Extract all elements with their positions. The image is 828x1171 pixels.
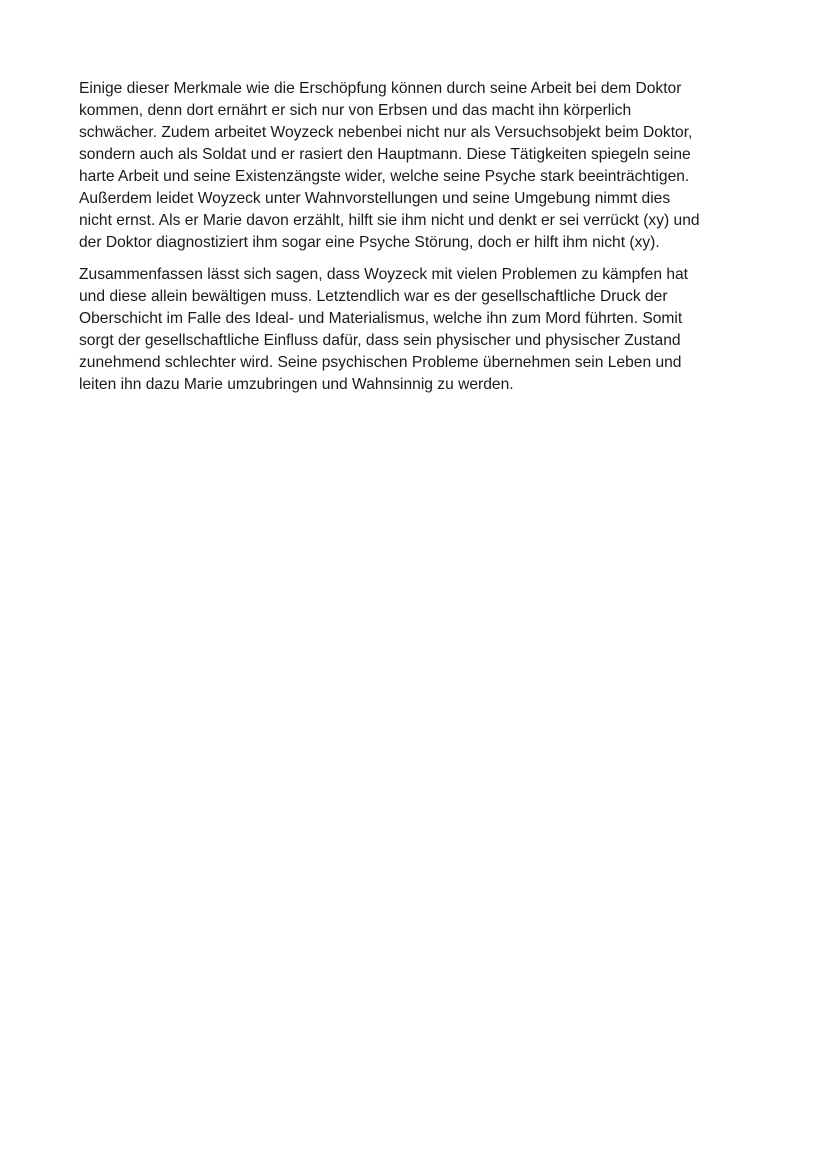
paragraph-line: sondern auch als Soldat und er rasiert den Hauptmann. Diese Tätigkeiten spiegeln seine (79, 146, 691, 163)
paragraph-line: harte Arbeit und seine Existenzängste wider, welche seine Psyche stark beeinträchtigen. (79, 168, 690, 185)
paragraph-line: nicht ernst. Als er Marie davon erzählt, hilft sie ihm nicht und denkt er sei verrückt (xy) und (79, 212, 700, 229)
paragraph-line: Oberschicht im Falle des Ideal- und Materialismus, welche ihn zum Mord führten. Somit (79, 310, 683, 327)
paragraph-conclusion (79, 264, 759, 396)
paragraph-line: Zusammenfassen lässt sich sagen, dass Woyzeck mit vielen Problemen zu kämpfen hat (79, 266, 689, 283)
paragraph-line: schwächer. Zudem arbeitet Woyzeck nebenbei nicht nur als Versuchsobjekt beim Doktor, (79, 124, 693, 141)
paragraph-line: Einige dieser Merkmale wie die Erschöpfung können durch seine Arbeit bei dem Doktor (79, 80, 682, 97)
paragraph-line: kommen, denn dort ernährt er sich nur von Erbsen und das macht ihn körperlich (79, 102, 632, 119)
paragraph-analysis (79, 78, 759, 254)
paragraph-line: Außerdem leidet Woyzeck unter Wahnvorstellungen und seine Umgebung nimmt dies (79, 190, 671, 207)
paragraph-line: leiten ihn dazu Marie umzubringen und Wahnsinnig zu werden. (79, 376, 514, 393)
paragraph-line: der Doktor diagnostiziert ihm sogar eine Psyche Störung, doch er hilft ihm nicht (xy). (79, 234, 660, 251)
document-body (79, 78, 759, 396)
paragraph-line: sorgt der gesellschaftliche Einfluss dafür, dass sein physischer und physischer Zustand (79, 332, 681, 349)
paragraph-line: zunehmend schlechter wird. Seine psychischen Probleme übernehmen sein Leben und (79, 354, 682, 371)
paragraph-line: und diese allein bewältigen muss. Letztendlich war es der gesellschaftliche Druck der (79, 288, 668, 305)
